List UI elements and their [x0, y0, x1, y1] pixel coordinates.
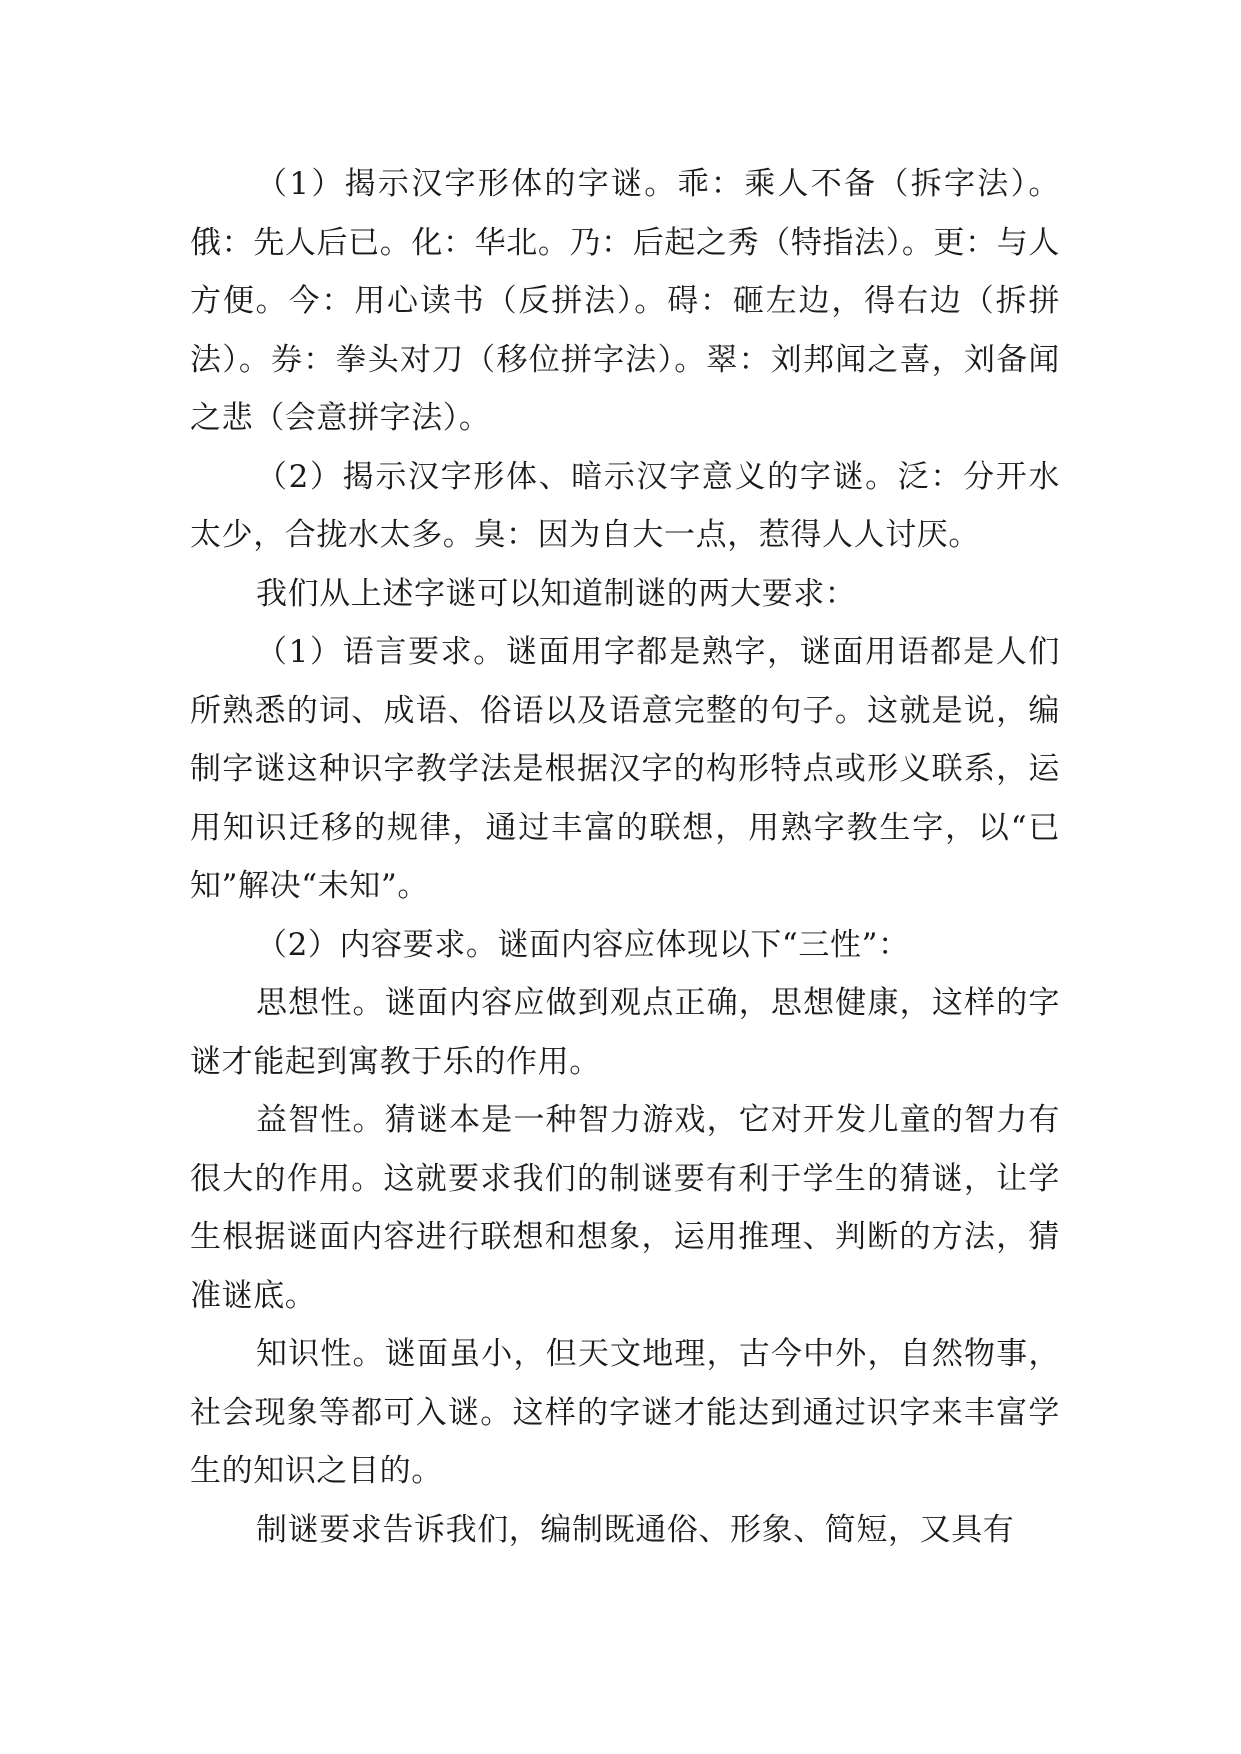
paragraph-riddles-form-meaning: （2）揭示汉字形体、暗示汉字意义的字谜。泛：分开水太少，合拢水太多。臭：因为自大一点，惹得人人讨厌。 [190, 458, 1060, 553]
paragraph-two-requirements: 我们从上述字谜可以知道制谜的两大要求： [256, 575, 857, 612]
paragraph-riddles-form: （1）揭示汉字形体的字谜。乖：乘人不备（拆字法）。俄：先人后已。化：华北。乃：后起之秀（特指法）。更：与人方便。今：用心读书（反拼法）。碍：砸左边，得右边（拆拼法）。券：拳头对刀（移位拼字法）。翠：刘邦闻之喜，刘备闻之悲（会意拼字法）。 [190, 166, 1060, 436]
document-page [190, 155, 1060, 1559]
paragraph-content-requirement: （2）内容要求。谜面内容应体现以下“三性”： [256, 926, 910, 963]
paragraph-intellectual: 益智性。猜谜本是一种智力游戏，它对开发儿童的智力有很大的作用。这就要求我们的制谜要有利于学生的猜谜，让学生根据谜面内容进行联想和想象，运用推理、判断的方法，猜准谜底。 [190, 1102, 1060, 1314]
paragraph-knowledge: 知识性。谜面虽小，但天文地理，古今中外，自然物事，社会现象等都可入谜。这样的字谜才能达到通过识字来丰富学生的知识之目的。 [190, 1336, 1060, 1489]
paragraph-ideological: 思想性。谜面内容应做到观点正确，思想健康，这样的字谜才能起到寓教于乐的作用。 [190, 985, 1060, 1080]
paragraph-language-requirement: （1）语言要求。谜面用字都是熟字，谜面用语都是人们所熟悉的词、成语、俗语以及语意完整的句子。这就是说，编制字谜这种识字教学法是根据汉字的构形特点或形义联系，运用知识迁移的规律，通过丰富的联想，用熟字教生字，以“已知”解决“未知”。 [190, 634, 1060, 904]
paragraph-conclusion: 制谜要求告诉我们，编制既通俗、形象、简短，又具有 [256, 1511, 1015, 1548]
